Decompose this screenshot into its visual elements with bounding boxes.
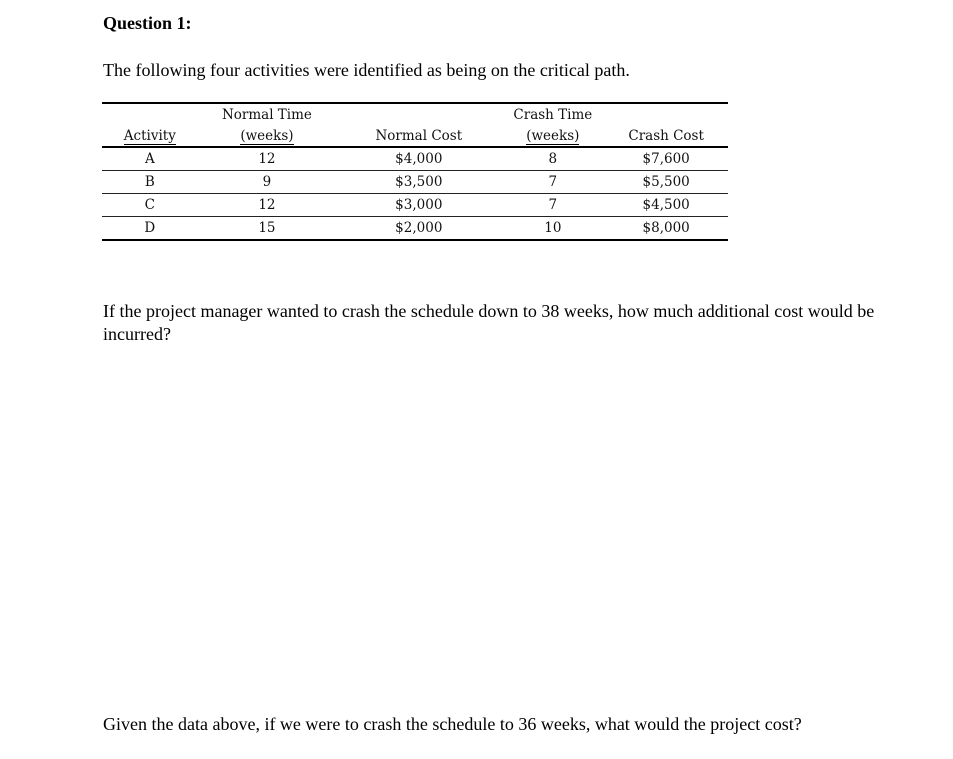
table-header-row-2 bbox=[102, 125, 728, 147]
cell-activity: B bbox=[102, 171, 198, 194]
header-normal-cost: Normal Cost bbox=[336, 125, 501, 147]
cell-normal-time: 12 bbox=[198, 194, 337, 217]
cell-activity: C bbox=[102, 194, 198, 217]
header-crash-time-line1: Crash Time bbox=[501, 103, 604, 125]
cell-crash-time: 7 bbox=[501, 194, 604, 217]
cell-normal-cost: $3,000 bbox=[336, 194, 501, 217]
cell-activity: D bbox=[102, 217, 198, 241]
table-row bbox=[102, 171, 728, 194]
header-normal-time-line1: Normal Time bbox=[198, 103, 337, 125]
cell-crash-cost: $8,000 bbox=[604, 217, 728, 241]
table-row bbox=[102, 194, 728, 217]
cell-crash-time: 8 bbox=[501, 147, 604, 171]
question-crash-36-weeks: Given the data above, if we were to crash the schedule to 36 weeks, what would the project cost? bbox=[103, 714, 802, 734]
cell-crash-cost: $5,500 bbox=[604, 171, 728, 194]
table-row bbox=[102, 147, 728, 171]
header-crash-cost: Crash Cost bbox=[604, 125, 728, 147]
header-activity: Activity bbox=[102, 125, 198, 147]
header-crash-time-line2: (weeks) bbox=[501, 125, 604, 147]
table-header-row-1 bbox=[102, 103, 728, 125]
activity-table bbox=[102, 102, 728, 241]
cell-normal-time: 9 bbox=[198, 171, 337, 194]
cell-crash-time: 10 bbox=[501, 217, 604, 241]
cell-normal-time: 15 bbox=[198, 217, 337, 241]
cell-normal-cost: $3,500 bbox=[336, 171, 501, 194]
cell-activity: A bbox=[102, 147, 198, 171]
cell-normal-time: 12 bbox=[198, 147, 337, 171]
cell-normal-cost: $4,000 bbox=[336, 147, 501, 171]
header-normal-time-line2: (weeks) bbox=[198, 125, 337, 147]
cell-crash-cost: $4,500 bbox=[604, 194, 728, 217]
cell-crash-cost: $7,600 bbox=[604, 147, 728, 171]
cell-crash-time: 7 bbox=[501, 171, 604, 194]
activity-table-container bbox=[102, 102, 728, 241]
question-crash-38-weeks: If the project manager wanted to crash the schedule down to 38 weeks, how much additional cost would be incurred? bbox=[103, 301, 875, 344]
intro-text: The following four activities were identified as being on the critical path. bbox=[103, 60, 630, 80]
question-heading: Question 1: bbox=[103, 13, 192, 33]
table-row bbox=[102, 217, 728, 241]
cell-normal-cost: $2,000 bbox=[336, 217, 501, 241]
